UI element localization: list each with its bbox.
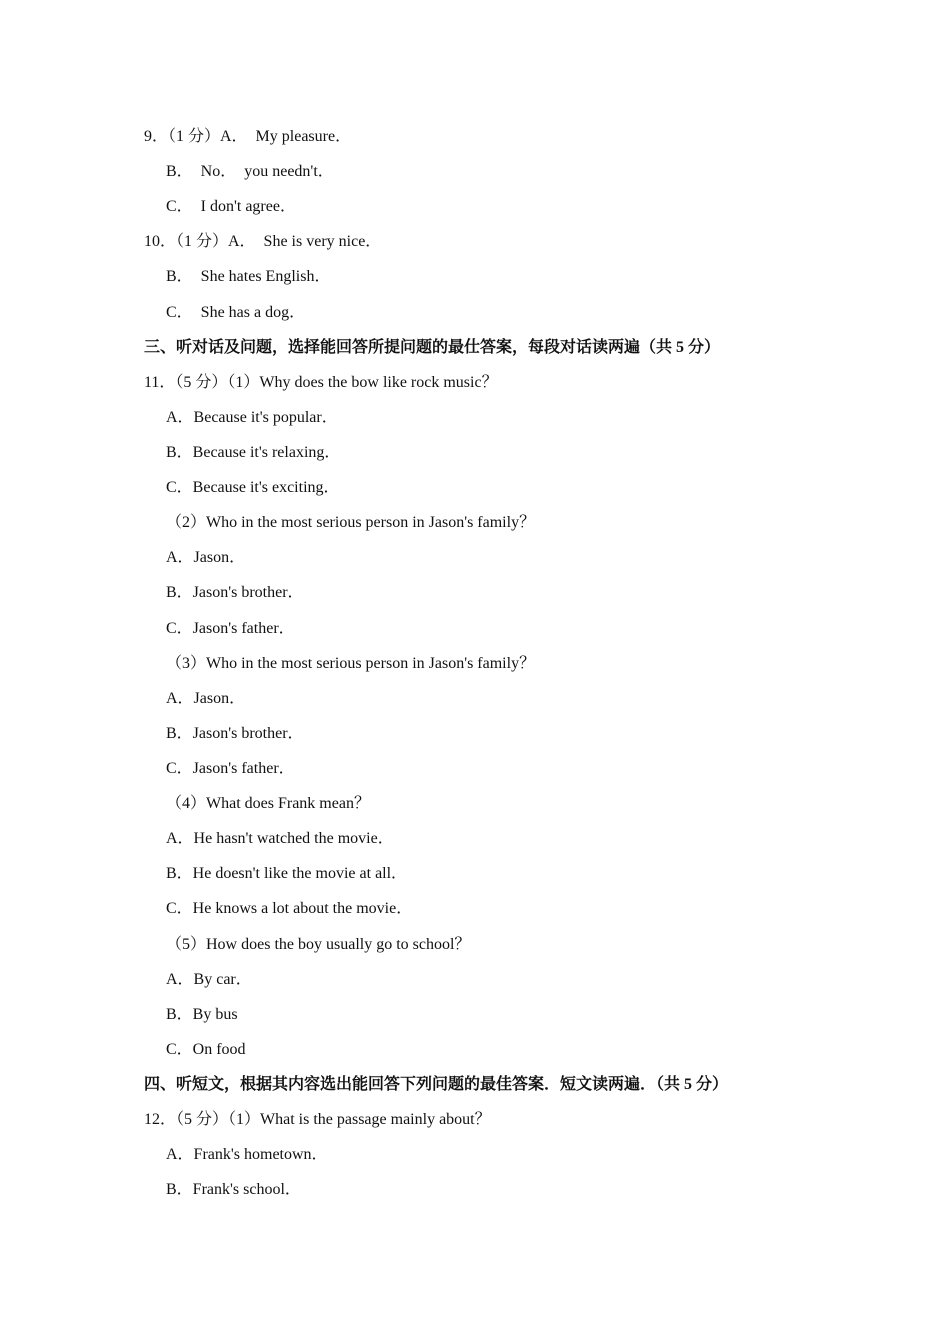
question-11-5-option-b: B．By bus [166,1006,238,1023]
question-9-option-b: B． No． you needn't． [166,163,334,180]
question-11-2-option-a: A．Jason． [166,549,246,566]
question-11-2-option-b: B．Jason's brother． [166,584,304,601]
question-9: 9．（1 分）A． My pleasure． [144,128,352,145]
question-10-option-c: C． She has a dog． [166,304,306,321]
question-11-5-option-c: C．On food [166,1041,246,1058]
question-12-1-option-b: B．Frank's school． [166,1181,301,1198]
question-11-3-option-b: B．Jason's brother． [166,725,304,742]
question-11-4-option-c: C．He knows a lot about the movie． [166,900,413,917]
question-11-1-option-c: C．Because it's exciting． [166,479,340,496]
question-11-part-2: （2）Who in the most serious person in Jason's family？ [166,514,536,531]
question-11-1-option-a: A．Because it's popular． [166,409,338,426]
question-11-4-option-a: A．He hasn't watched the movie． [166,830,394,847]
question-11-part-1: 11．（5 分）（1）Why does the bow like rock music？ [144,374,498,391]
question-11-4-option-b: B．He doesn't like the movie at all． [166,865,408,882]
question-11-3-option-c: C．Jason's father． [166,760,295,777]
question-11-3-option-a: A．Jason． [166,690,246,707]
question-11-part-5: （5）How does the boy usually go to school？ [166,936,471,953]
question-11-part-3: （3）Who in the most serious person in Jason's family？ [166,655,536,672]
question-11-part-4: （4）What does Frank mean？ [166,795,370,812]
question-10: 10．（1 分）A． She is very nice． [144,233,382,250]
question-12-1-option-a: A．Frank's hometown． [166,1146,328,1163]
question-11-2-option-c: C．Jason's father． [166,620,295,637]
question-10-option-b: B． She hates English． [166,268,331,285]
question-11-5-option-a: A．By car． [166,971,252,988]
question-9-option-c: C． I don't agree． [166,198,296,215]
section-4-heading: 四、听短文，根据其内容选出能回答下列问题的最佳答案．短文读两遍．（共 5 分） [144,1076,729,1093]
question-12-part-1: 12．（5 分）（1）What is the passage mainly about？ [144,1111,491,1128]
question-11-1-option-b: B．Because it's relaxing． [166,444,341,461]
section-3-heading: 三、听对话及问题，选择能回答所提问题的最仕答案，每段对话读两遍（共 5 分） [144,339,721,356]
